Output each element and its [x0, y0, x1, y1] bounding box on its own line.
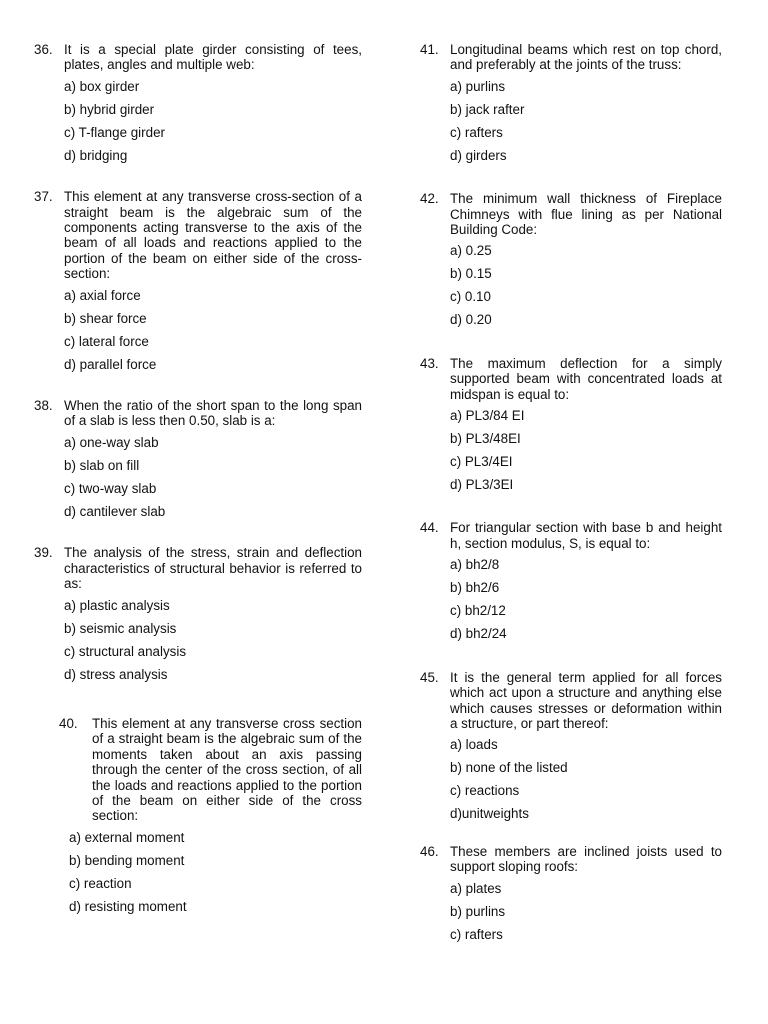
answer-options	[450, 408, 722, 492]
question-header	[420, 844, 722, 875]
question-45	[420, 670, 722, 822]
question-number: 41.	[420, 42, 439, 57]
option-a: a) plastic analysis	[64, 597, 170, 613]
question-text: The analysis of the stress, strain and deflection characteristics of structural behavior is referred to as:	[64, 545, 362, 592]
answer-options	[64, 435, 362, 519]
question-number: 43.	[420, 355, 439, 371]
option-d: d) PL3/3EI	[450, 477, 514, 493]
option-a: a) purlins	[450, 78, 506, 94]
option-a: a) axial force	[64, 287, 141, 303]
option-d: d) girders	[450, 147, 507, 163]
right-column	[420, 42, 722, 964]
question-44	[420, 520, 722, 641]
question-text: The maximum deflection for a simply supported beam with concentrated loads at midspan is equal to:	[450, 355, 722, 402]
question-text: This element at any transverse cross-section of a straight beam is the algebraic sum of the components acting transverse to the axis of the beam of all loads and reactions applied to the portion of the beam on either side of the cross-section:	[64, 189, 362, 282]
question-number: 44.	[420, 520, 439, 536]
option-c: c) 0.10	[450, 289, 491, 305]
question-header	[34, 189, 362, 281]
option-c: c) rafters	[450, 124, 503, 140]
question-header	[59, 716, 362, 824]
question-header	[420, 356, 722, 402]
question-text: It is the general term applied for all forces which act upon a structure and anything else which causes stresses or deformation within a structure, or part thereof:	[450, 669, 722, 731]
question-42	[420, 191, 722, 328]
question-number: 40.	[59, 715, 78, 731]
question-number: 46.	[420, 843, 439, 859]
option-b: b) shear force	[64, 310, 147, 326]
answer-options	[450, 737, 722, 821]
option-a: a) 0.25	[450, 243, 492, 259]
option-c: c) structural analysis	[64, 643, 187, 659]
option-c: c) reaction	[69, 875, 132, 891]
question-text: These members are inclined joists used to support sloping roofs:	[450, 843, 722, 875]
option-c: c) T-flange girder	[64, 124, 165, 140]
question-number: 45.	[420, 669, 439, 685]
question-header	[420, 191, 722, 237]
question-36	[34, 42, 362, 163]
question-37	[34, 189, 362, 372]
option-b: b) 0.15	[450, 266, 492, 282]
question-41	[420, 42, 722, 163]
option-b: b) jack rafter	[450, 101, 525, 117]
answer-options	[69, 830, 362, 914]
option-b: b) hybrid girder	[64, 101, 155, 117]
left-column	[34, 42, 362, 936]
question-text: This element at any transverse cross section of a straight beam is the algebraic sum of the moments taken about an axis passing through the center of the cross section, of all the loads and reactions applied to the portion of the beam on either side of the cross section:	[92, 715, 362, 824]
question-text: For triangular section with base b and height h, section modulus, S, is equal to:	[450, 520, 722, 551]
option-b: b) slab on fill	[64, 457, 140, 473]
question-header	[420, 670, 722, 732]
option-a: a) one-way slab	[64, 434, 159, 450]
option-d: d) cantilever slab	[64, 503, 166, 519]
question-text: The minimum wall thickness of Fireplace Chimneys with flue lining as per National Building Code:	[450, 191, 722, 238]
option-c: c) rafters	[450, 926, 503, 942]
question-38	[34, 398, 362, 519]
question-header	[34, 398, 362, 429]
answer-options	[450, 557, 722, 641]
option-b: b) purlins	[450, 903, 506, 919]
question-46	[420, 844, 722, 942]
question-number: 37.	[34, 189, 53, 205]
question-text: It is a special plate girder consisting of tees, plates, angles and multiple web:	[64, 42, 362, 73]
option-b: b) PL3/48EI	[450, 431, 521, 447]
option-b: b) bending moment	[69, 852, 185, 868]
option-b: b) none of the listed	[450, 760, 568, 776]
question-header	[420, 42, 722, 73]
option-a: a) box girder	[64, 78, 140, 94]
question-number: 36.	[34, 42, 53, 57]
option-c: c) lateral force	[64, 333, 149, 349]
option-d: d)unitweights	[450, 806, 529, 822]
answer-options	[450, 79, 722, 163]
option-a: a) external moment	[69, 829, 185, 845]
question-number: 39.	[34, 545, 53, 561]
option-d: d) resisting moment	[69, 898, 187, 914]
question-text: Longitudinal beams which rest on top chord, and preferably at the joints of the truss:	[450, 42, 722, 73]
option-a: a) loads	[450, 737, 498, 753]
question-text: When the ratio of the short span to the long span of a slab is less then 0.50, slab is a:	[64, 398, 362, 429]
question-number: 38.	[34, 398, 53, 414]
option-b: b) seismic analysis	[64, 620, 177, 636]
answer-options	[64, 288, 362, 372]
option-c: c) reactions	[450, 783, 520, 799]
option-a: a) plates	[450, 880, 502, 896]
option-d: d) parallel force	[64, 356, 157, 372]
question-40	[59, 716, 362, 914]
option-d: d) 0.20	[450, 312, 492, 328]
option-c: c) bh2/12	[450, 603, 506, 619]
option-a: a) PL3/84 EI	[450, 408, 525, 424]
question-header	[34, 545, 362, 591]
option-c: c) two-way slab	[64, 480, 157, 496]
answer-options	[64, 79, 362, 163]
question-number: 42.	[420, 191, 439, 207]
option-c: c) PL3/4EI	[450, 454, 513, 470]
question-header	[34, 42, 362, 73]
option-d: d) bh2/24	[450, 626, 507, 642]
option-d: d) stress analysis	[64, 666, 168, 682]
answer-options	[64, 598, 362, 682]
question-header	[420, 520, 722, 551]
question-43	[420, 356, 722, 493]
answer-options	[450, 881, 722, 942]
option-b: b) bh2/6	[450, 580, 500, 596]
answer-options	[450, 243, 722, 327]
option-a: a) bh2/8	[450, 557, 500, 573]
question-39	[34, 545, 362, 682]
option-d: d) bridging	[64, 147, 128, 163]
